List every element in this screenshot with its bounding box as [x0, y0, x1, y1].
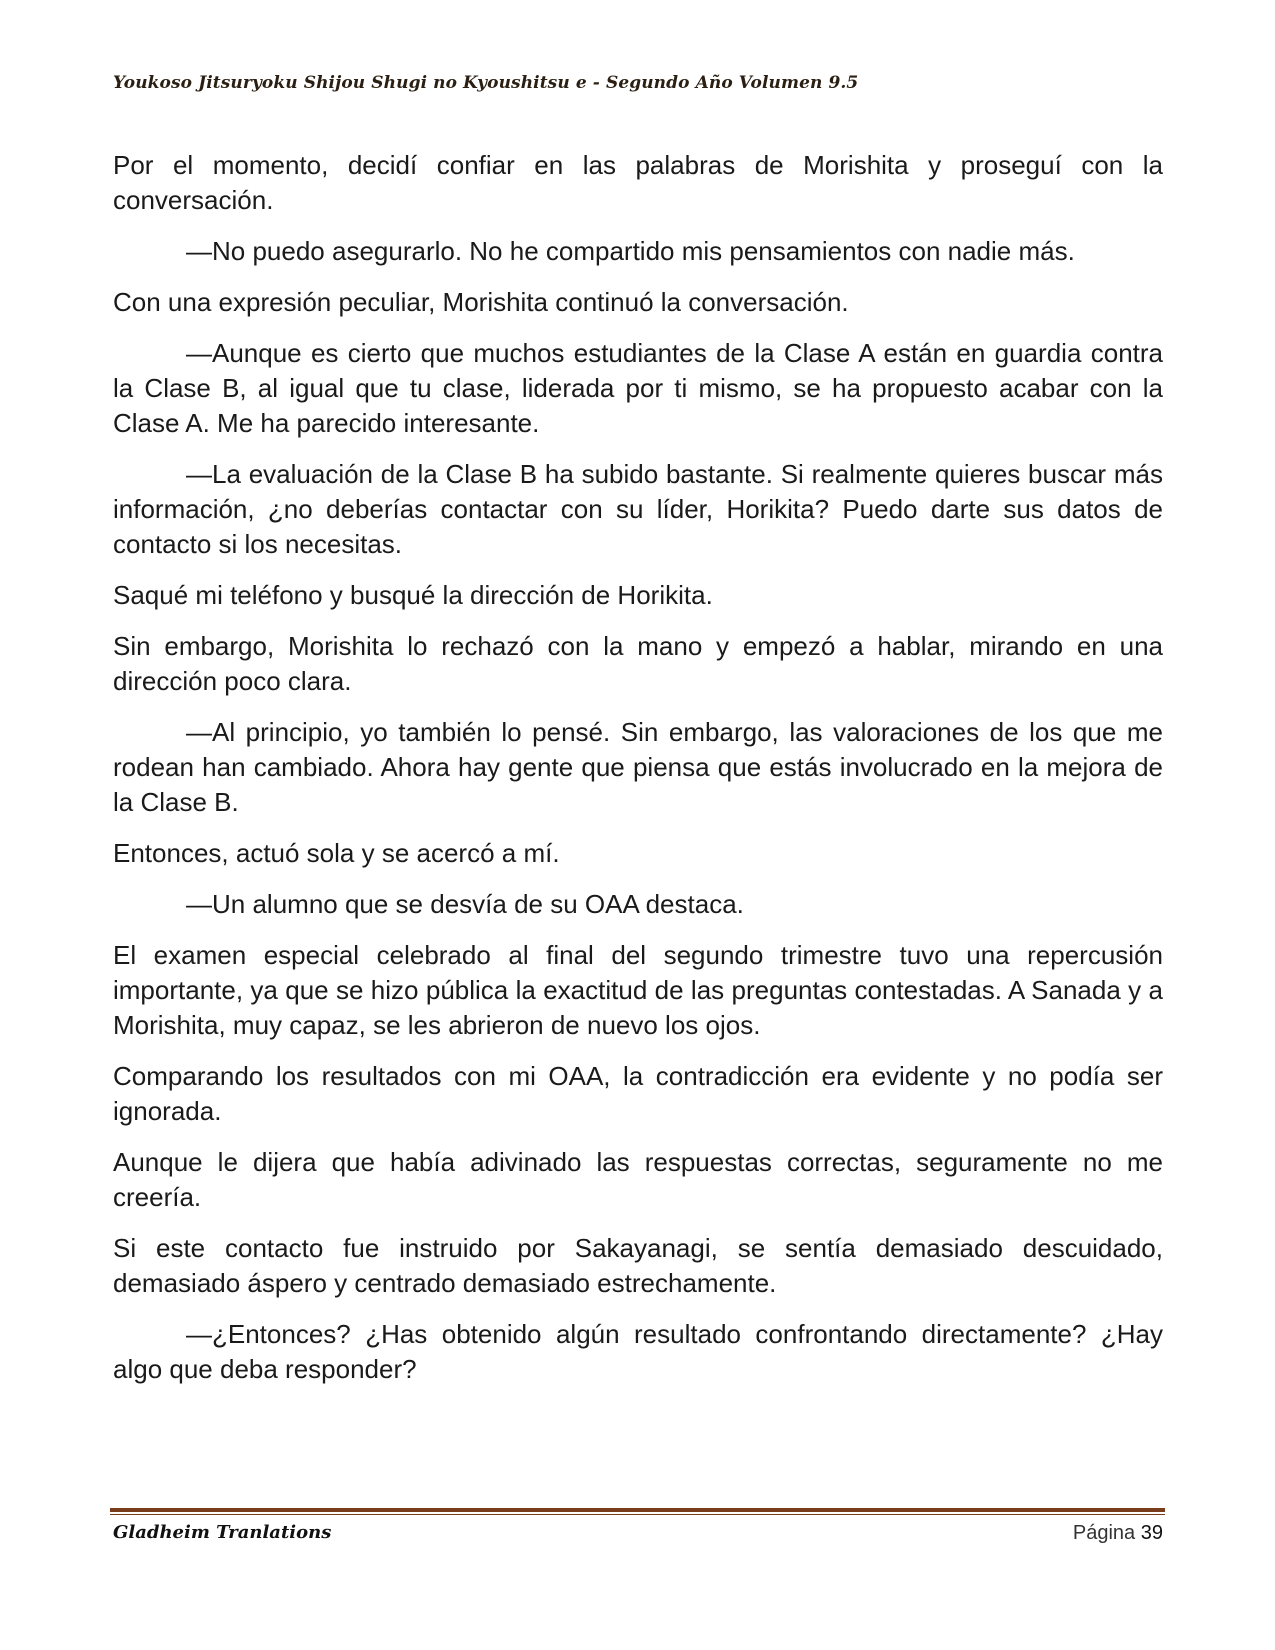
dialogue-paragraph: —Aunque es cierto que muchos estudiantes de la Clase A están en guardia contra la Clase B, al igual que tu clase, liderada por ti mismo, se ha propuesto acabar con la Clase A. Me ha parecido interesante.: [113, 338, 1163, 438]
paragraph: El examen especial celebrado al final del segundo trimestre tuvo una repercusión importante, ya que se hizo pública la exactitud de las preguntas contestadas. A Sanada y a Morishita, muy capaz, se les abrieron de nuevo los ojos.: [113, 940, 1163, 1040]
dialogue-paragraph: —La evaluación de la Clase B ha subido bastante. Si realmente quieres buscar más información, ¿no deberías contactar con su líder, Horikita? Puedo darte sus datos de contacto si los necesitas.: [113, 459, 1163, 559]
paragraph: Por el momento, decidí confiar en las palabras de Morishita y proseguí con la conversación.: [113, 150, 1163, 215]
dialogue-paragraph: —Un alumno que se desvía de su OAA destaca.: [186, 889, 744, 919]
page-number: 39: [1140, 1522, 1163, 1544]
footer-divider: [110, 1508, 1165, 1512]
dialogue-paragraph: —Al principio, yo también lo pensé. Sin embargo, las valoraciones de los que me rodean han cambiado. Ahora hay gente que piensa que estás involucrado en la mejora de la Clase B.: [113, 717, 1163, 817]
body-text: [113, 148, 1163, 1403]
paragraph: Comparando los resultados con mi OAA, la contradicción era evidente y no podía ser ignorada.: [113, 1061, 1163, 1126]
paragraph: Sin embargo, Morishita lo rechazó con la mano y empezó a hablar, mirando en una dirección poco clara.: [113, 631, 1163, 696]
paragraph: Entonces, actuó sola y se acercó a mí.: [113, 838, 560, 868]
paragraph: Aunque le dijera que había adivinado las respuestas correctas, seguramente no me creería.: [113, 1147, 1163, 1212]
paragraph: Con una expresión peculiar, Morishita continuó la conversación.: [113, 287, 849, 317]
dialogue-paragraph: —No puedo asegurarlo. No he compartido mis pensamientos con nadie más.: [186, 236, 1075, 266]
paragraph: Si este contacto fue instruido por Sakayanagi, se sentía demasiado descuidado, demasiado áspero y centrado demasiado estrechamente.: [113, 1233, 1163, 1298]
dialogue-paragraph: —¿Entonces? ¿Has obtenido algún resultado confrontando directamente? ¿Hay algo que deba responder?: [113, 1319, 1163, 1384]
page-label: Página: [1072, 1522, 1136, 1544]
paragraph: Saqué mi teléfono y busqué la dirección de Horikita.: [113, 580, 713, 610]
page-header-title: Youkoso Jitsuryoku Shijou Shugi no Kyoushitsu e - Segundo Año Volumen 9.5: [113, 73, 859, 93]
footer-translator: Gladheim Tranlations: [113, 1522, 332, 1543]
footer-divider-thin: [110, 1514, 1165, 1515]
footer-page-indicator: [1073, 1522, 1163, 1545]
